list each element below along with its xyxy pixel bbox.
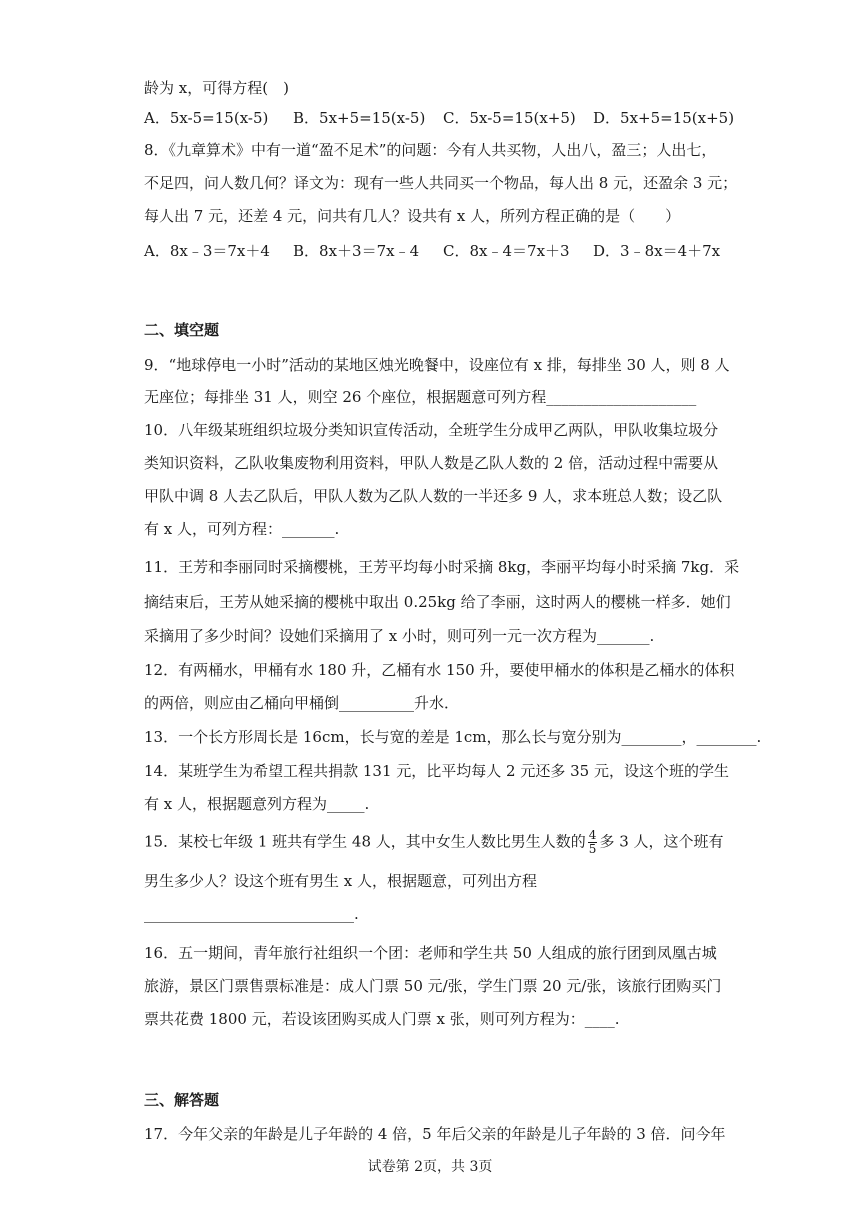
section-heading-answer: 三、解答题 [144,1091,220,1109]
q7-option-b: B．5x+5=15(x-5) [293,109,426,127]
q17-line-1: 17．今年父亲的年龄是儿子年龄的 4 倍，5 年后父亲的年龄是儿子年龄的 3 倍．问今年 [144,1125,726,1143]
q15-line-3: ____________________________. [144,905,359,923]
q8-option-c: C．8x﹣4＝7x＋3 [443,242,570,260]
q11-line-2: 摘结束后，王芳从她采摘的樱桃中取出 0.25kg 给了李丽，这时两人的樱桃一样多．她们 [144,593,731,611]
q14-line-1: 14．某班学生为希望工程共捐款 131 元，比平均每人 2 元还多 35 元，设这个班的学生 [144,762,729,780]
q8-option-b: B．8x＋3＝7x﹣4 [293,242,420,260]
fraction-denominator: 5 [588,842,597,856]
q12-line-1: 12．有两桶水，甲桶有水 180 升，乙桶有水 150 升，要使甲桶水的体积是乙桶水的体积 [144,661,735,679]
fraction-numerator: 4 [588,828,597,842]
q8-line-3: 每人出 7 元，还差 4 元，问共有几人？设共有 x 人，所列方程正确的是（ ） [144,207,681,225]
q10-line-1: 10．八年级某班组织垃圾分类知识宣传活动，全班学生分成甲乙两队，甲队收集垃圾分 [144,421,719,439]
q8-line-2: 不足四，问人数几何？译文为：现有一些人共同买一个物品，每人出 8 元，还盈余 3 元； [144,174,738,192]
q7-tail-line: 龄为 x，可得方程( ) [144,79,289,97]
q15-text-before-fraction: 15．某校七年级 1 班共有学生 48 人，其中女生人数比男生人数的 [144,832,586,851]
page-footer: 试卷第 2页，共 3页 [367,1159,493,1175]
q10-line-4: 有 x 人，可列方程：_______. [144,520,340,538]
q9-line-1: 9．“地球停电一小时”活动的某地区烛光晚餐中，设座位有 x 排，每排坐 30 人，则 8 人 [144,356,730,374]
q10-line-3: 甲队中调 8 人去乙队后，甲队人数为乙队人数的一半还多 9 人，求本班总人数；设乙队 [144,487,723,505]
q16-line-3: 票共花费 1800 元，若设该团购买成人门票 x 张，则可列方程为：____. [144,1010,620,1028]
q8-option-a: A．8x﹣3＝7x＋4 [144,242,270,260]
q16-line-1: 16．五一期间，青年旅行社组织一个团：老师和学生共 50 人组成的旅行团到凤凰古城 [144,944,717,962]
q13-line: 13．一个长方形周长是 16cm，长与宽的差是 1cm，那么长与宽分别为________，________. [144,728,762,746]
q7-option-a: A．5x-5=15(x-5) [144,109,269,127]
q7-option-d: D．5x+5=15(x+5) [593,109,735,127]
q9-line-2: 无座位；每排坐 31 人，则空 26 个座位，根据题意可列方程____________________ [144,388,697,406]
q11-line-1: 11．王芳和李丽同时采摘樱桃，王芳平均每小时采摘 8kg，李丽平均每小时采摘 7kg．采 [144,558,740,576]
q16-line-2: 旅游，景区门票售票标准是：成人门票 50 元/张，学生门票 20 元/张，该旅行团购买门 [144,977,722,995]
fraction [588,829,598,856]
q8-option-d: D．3﹣8x＝4＋7x [593,242,721,260]
q15-text-after-fraction: 多 3 人，这个班有 [599,832,724,851]
q14-line-2: 有 x 人，根据题意列方程为_____. [144,795,370,813]
q12-line-2: 的两倍，则应由乙桶向甲桶倒__________升水． [144,694,460,712]
q10-line-2: 类知识资料，乙队收集废物利用资料，甲队人数是乙队人数的 2 倍，活动过程中需要从 [144,454,719,472]
section-heading-fill-in: 二、填空题 [144,321,220,339]
q15-line-2: 男生多少人？设这个班有男生 x 人，根据题意，可列出方程 [144,872,537,890]
q11-line-3: 采摘用了多少时间？设她们采摘用了 x 小时，则可列一元一次方程为_______. [144,627,655,645]
q8-line-1: 8．《九章算术》中有一道“盈不足术”的问题：今有人共买物，人出八，盈三；人出七， [144,141,717,159]
q7-option-c: C．5x-5=15(x+5) [443,109,576,127]
q15-line-1 [144,829,724,856]
